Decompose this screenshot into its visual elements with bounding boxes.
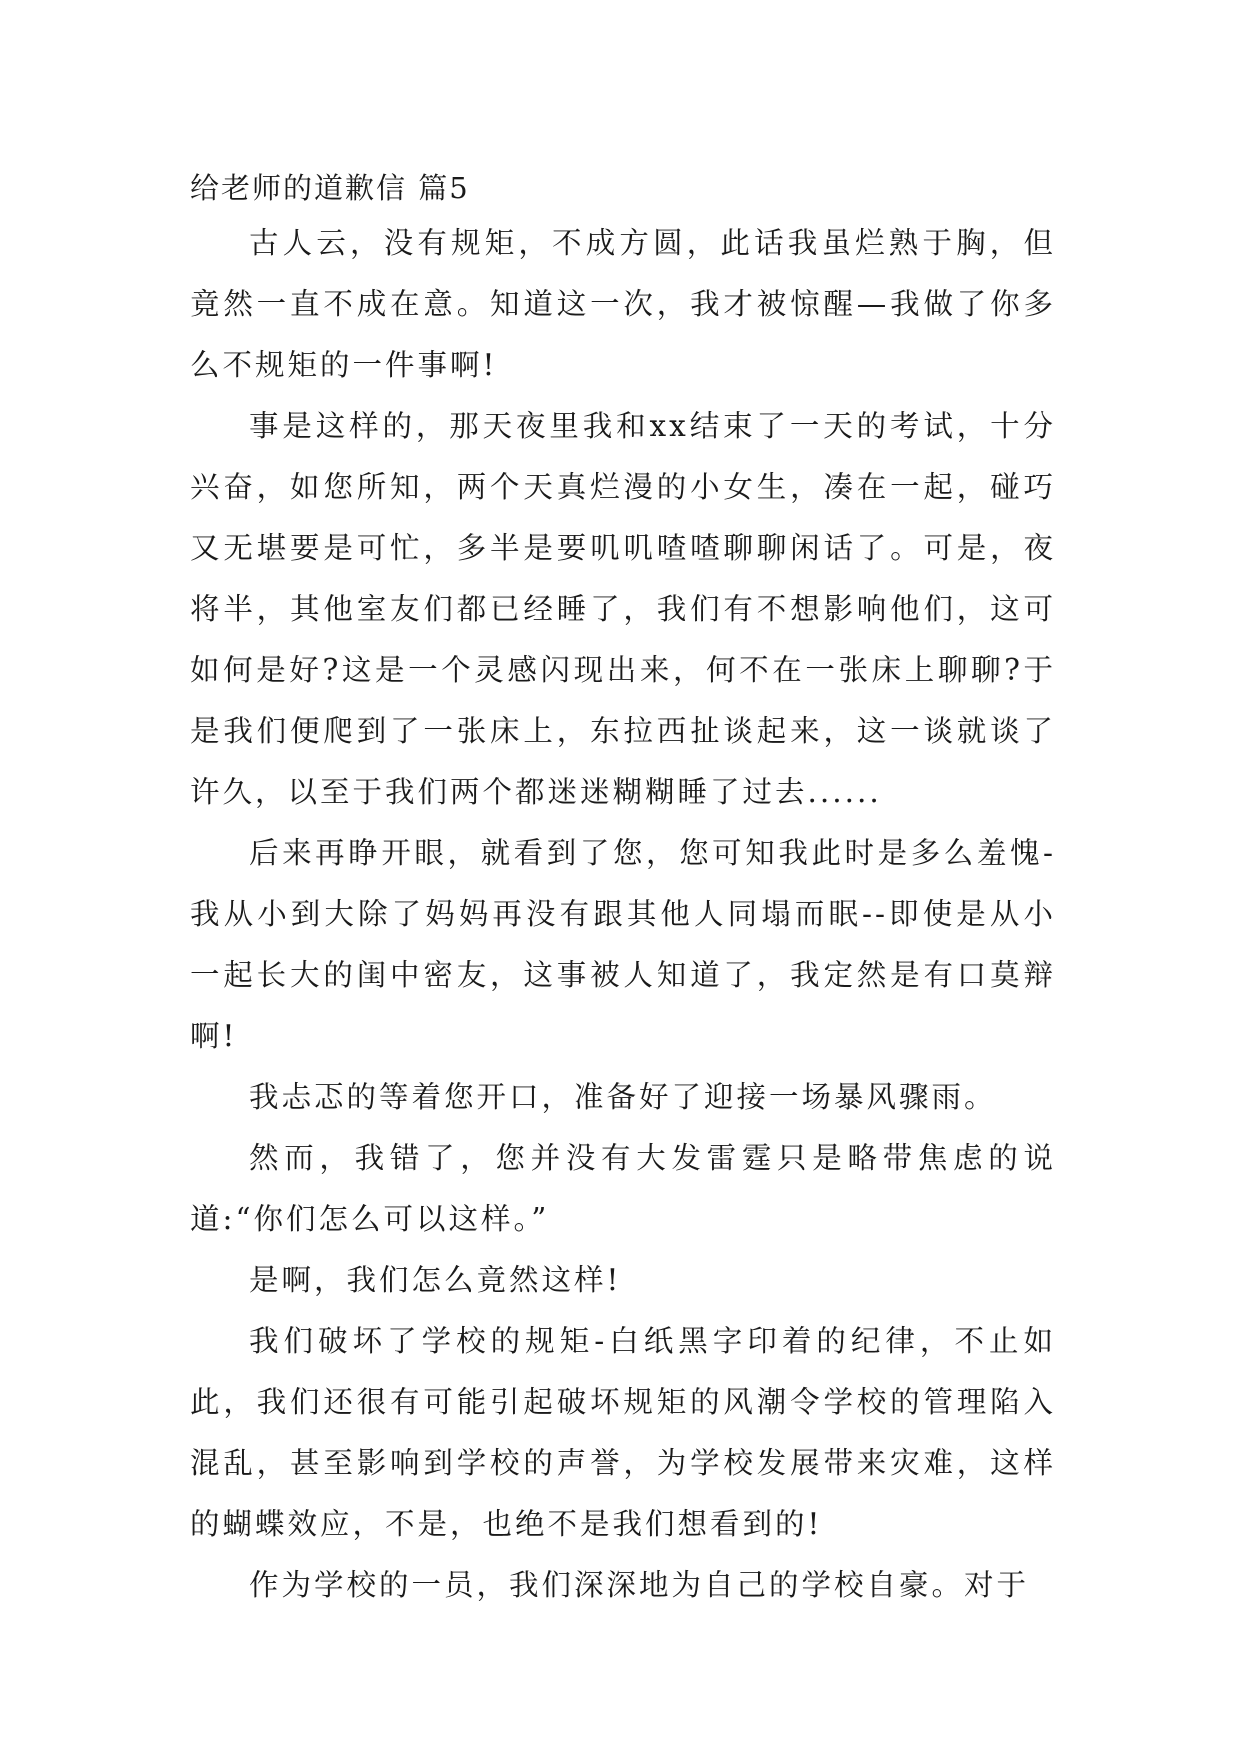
paragraph-4: 我忐忑的等着您开口，准备好了迎接一场暴风骤雨。: [249, 1080, 997, 1114]
document-title: 给老师的道歉信 篇5: [190, 171, 470, 205]
document-body: [190, 213, 1056, 1616]
paragraph-5: 然而，我错了，您并没有大发雷霆只是略带焦虑的说道:“你们怎么可以这样。”: [190, 1141, 1056, 1236]
paragraph-3: 后来再睁开眼，就看到了您，您可知我此时是多么羞愧-我从小到大除了妈妈再没有跟其他人同塌而眠--即使是从小一起长大的闺中密友，这事被人知道了，我定然是有口莫辩啊!: [190, 836, 1056, 1053]
paragraph-2: 事是这样的，那天夜里我和xx结束了一天的考试，十分兴奋，如您所知，两个天真烂漫的小女生，凑在一起，碰巧又无堪要是可忙，多半是要叽叽喳喳聊聊闲话了。可是，夜将半，其他室友们都已经睡了，我们有不想影响他们，这可如何是好?这是一个灵感闪现出来，何不在一张床上聊聊?于是我们便爬到了一张床上，东拉西扯谈起来，这一谈就谈了许久，以至于我们两个都迷迷糊糊睡了过去......: [190, 409, 1056, 809]
paragraph-1: 古人云，没有规矩，不成方圆，此话我虽烂熟于胸，但竟然一直不成在意。知道这一次，我才被惊醒—我做了你多么不规矩的一件事啊!: [190, 226, 1056, 382]
paragraph-6: 是啊，我们怎么竟然这样!: [249, 1263, 622, 1297]
paragraph-8: 作为学校的一员，我们深深地为自己的学校自豪。对于: [249, 1568, 1030, 1602]
paragraph-7: 我们破坏了学校的规矩-白纸黑字印着的纪律，不止如此，我们还很有可能引起破坏规矩的风潮令学校的管理陷入混乱，甚至影响到学校的声誉，为学校发展带来灾难，这样的蝴蝶效应，不是，也绝不是我们想看到的!: [190, 1324, 1056, 1541]
